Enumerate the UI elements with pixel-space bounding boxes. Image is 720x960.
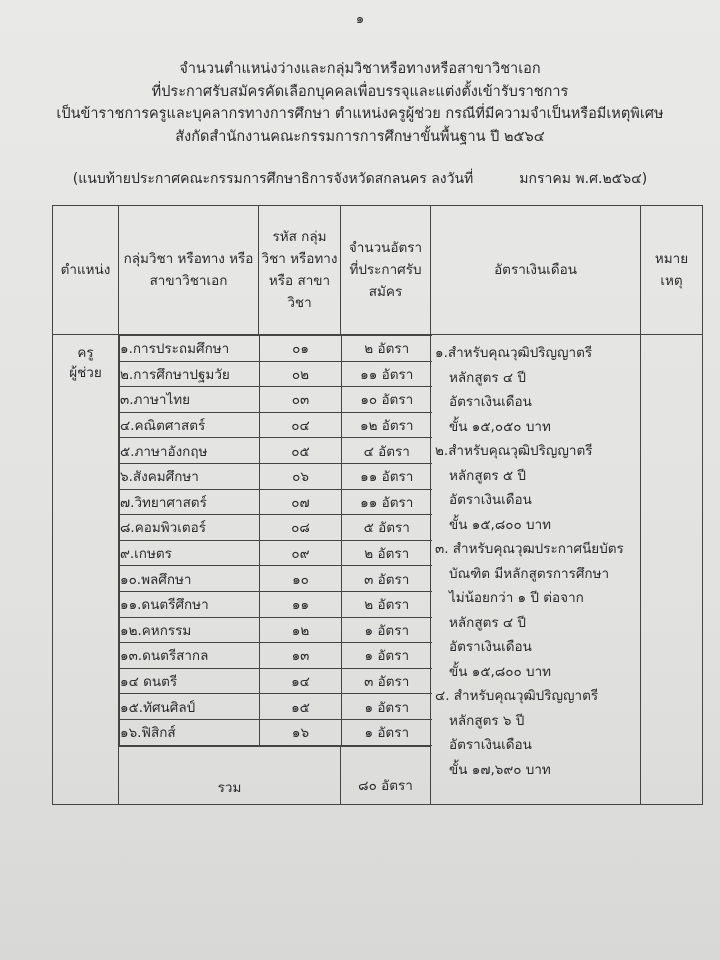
- header-count: จำนวนอัตรา ที่ประกาศรับ สมัคร: [341, 206, 431, 335]
- count-cell: ๓ อัตรา: [342, 668, 432, 694]
- table-row: [120, 719, 432, 745]
- count-cell: ๑ อัตรา: [342, 719, 432, 745]
- vacancy-table: [52, 205, 703, 805]
- code-cell: ๐๓: [260, 387, 342, 413]
- code-cell: ๐๖: [260, 463, 342, 489]
- salary-line: หลักสูตร ๔ ปี: [449, 369, 526, 386]
- code-cell: ๑๑: [260, 591, 342, 617]
- count-cell: ๑๑ อัตรา: [342, 463, 432, 489]
- salary-group-title: ๑.สำหรับคุณวุฒิปริญญาตรี: [435, 345, 593, 361]
- subject-cell: ๑.การประถมศึกษา: [120, 336, 260, 362]
- subject-cell: ๑๖.ฟิสิกส์: [120, 719, 260, 745]
- table-row: [120, 489, 432, 515]
- code-cell: ๐๘: [260, 515, 342, 541]
- heading-line: จำนวนตำแหน่งว่างและกลุ่มวิชาหรือทางหรือสาขาวิชาเอก: [179, 61, 541, 77]
- salary-group-title: ๒.สำหรับคุณวุฒิปริญญาตรี: [435, 443, 593, 459]
- salary-line: บัณฑิต มีหลักสูตรการศึกษา: [449, 565, 610, 582]
- count-cell: ๑๒ อัตรา: [342, 412, 432, 438]
- table-row: [120, 515, 432, 541]
- salary-line: ขั้น ๑๕,๐๕๐ บาท: [449, 418, 551, 435]
- salary-line: ขั้น ๑๗,๖๙๐ บาท: [449, 761, 551, 778]
- table-row: [120, 668, 432, 694]
- code-cell: ๐๙: [260, 540, 342, 566]
- code-cell: ๐๕: [260, 438, 342, 464]
- count-cell: ๒ อัตรา: [342, 336, 432, 362]
- page-number: ๑: [355, 12, 365, 27]
- salary-group: [435, 537, 640, 684]
- salary-line: อัตราเงินเดือน: [449, 394, 532, 410]
- remark-cell: [641, 335, 703, 805]
- table-row: [120, 566, 432, 592]
- salary-line: หลักสูตร ๔ ปี: [449, 614, 526, 631]
- salary-line: หลักสูตร ๖ ปี: [449, 712, 525, 729]
- subject-cell: ๕.ภาษาอังกฤษ: [120, 438, 260, 464]
- code-cell: ๐๒: [260, 361, 342, 387]
- header-salary: อัตราเงินเดือน: [431, 206, 641, 335]
- position-line: ครู: [77, 345, 94, 361]
- subject-list: [119, 335, 432, 746]
- salary-line: อัตราเงินเดือน: [449, 639, 532, 655]
- count-cell: ๑ อัตรา: [342, 694, 432, 720]
- table-row: [120, 617, 432, 643]
- total-value: ๘๐ อัตรา: [341, 747, 431, 805]
- count-cell: ๕ อัตรา: [342, 515, 432, 541]
- salary-group: [435, 341, 640, 439]
- code-cell: ๑๓: [260, 643, 342, 669]
- code-cell: ๑๕: [260, 694, 342, 720]
- subject-cell: ๖.สังคมศึกษา: [120, 463, 260, 489]
- code-cell: ๐๗: [260, 489, 342, 515]
- subject-cell: ๔.คณิตศาสตร์: [120, 412, 260, 438]
- count-cell: ๑๐ อัตรา: [342, 387, 432, 413]
- total-label: รวม: [119, 747, 341, 805]
- subject-cell: ๒.การศึกษาปฐมวัย: [120, 361, 260, 387]
- code-cell: ๑๖: [260, 719, 342, 745]
- subject-cell: ๑๑.ดนตรีศึกษา: [120, 591, 260, 617]
- salary-line: ขั้น ๑๕,๘๐๐ บาท: [449, 663, 552, 680]
- count-cell: ๑ อัตรา: [342, 617, 432, 643]
- code-cell: ๑๐: [260, 566, 342, 592]
- table-row: [120, 463, 432, 489]
- heading-line: สังกัดสำนักงานคณะกรรมการการศึกษาขั้นพื้นฐาน ปี ๒๕๖๔: [175, 128, 545, 145]
- table-row: [120, 438, 432, 464]
- annex-note-left: (แนบท้ายประกาศคณะกรรมการศึกษาธิการจังหวัดสกลนคร ลงวันที่: [72, 171, 474, 187]
- code-cell: ๐๑: [260, 336, 342, 362]
- count-cell: ๑๑ อัตรา: [342, 361, 432, 387]
- annex-note: [0, 168, 720, 190]
- count-cell: ๑ อัตรา: [342, 643, 432, 669]
- salary-line: อัตราเงินเดือน: [449, 492, 532, 508]
- subject-cell: ๑๕.ทัศนศิลป์: [120, 694, 260, 720]
- subject-list-cell: [119, 335, 431, 747]
- document-heading: [0, 58, 720, 148]
- annex-note-right: มกราคม พ.ศ.๒๕๖๔): [519, 171, 648, 187]
- count-cell: ๒ อัตรา: [342, 591, 432, 617]
- count-cell: ๑๑ อัตรา: [342, 489, 432, 515]
- count-cell: ๔ อัตรา: [342, 438, 432, 464]
- subject-cell: ๑๒.คหกรรม: [120, 617, 260, 643]
- salary-line: อัตราเงินเดือน: [449, 737, 532, 753]
- position-line: ผู้ช่วย: [69, 365, 102, 381]
- table-row: [120, 361, 432, 387]
- header-code: รหัส กลุ่มวิชา หรือทาง หรือ สาขาวิชา: [259, 206, 341, 335]
- salary-group-title: ๓. สำหรับคุณวุฒประกาศนียบัตร: [435, 541, 624, 557]
- salary-line: ไม่น้อยกว่า ๑ ปี ต่อจาก: [449, 590, 584, 606]
- code-cell: ๑๔: [260, 668, 342, 694]
- subject-cell: ๘.คอมพิวเตอร์: [120, 515, 260, 541]
- table-row: [120, 336, 432, 362]
- heading-line: ที่ประกาศรับสมัครคัดเลือกบุคคลเพื่อบรรจุและแต่งตั้งเข้ารับราชการ: [151, 83, 569, 100]
- subject-cell: ๑๓.ดนตรีสากล: [120, 643, 260, 669]
- subject-cell: ๑๔ ดนตรี: [120, 668, 260, 694]
- salary-group-title: ๔. สำหรับคุณวุฒิปริญญาตรี: [435, 688, 599, 704]
- salary-cell: [431, 335, 641, 805]
- code-cell: ๑๒: [260, 617, 342, 643]
- header-remark: หมาย เหตุ: [641, 206, 703, 335]
- count-cell: ๒ อัตรา: [342, 540, 432, 566]
- position-cell: [53, 335, 119, 805]
- subject-cell: ๑๐.พลศึกษา: [120, 566, 260, 592]
- salary-group: [435, 439, 640, 537]
- subject-cell: ๗.วิทยาศาสตร์: [120, 489, 260, 515]
- header-position: ตำแหน่ง: [53, 206, 119, 335]
- table-row: [120, 591, 432, 617]
- table-row: [120, 694, 432, 720]
- salary-line: หลักสูตร ๕ ปี: [449, 467, 526, 484]
- subject-cell: ๙.เกษตร: [120, 540, 260, 566]
- table-row: [120, 540, 432, 566]
- table-row: [120, 387, 432, 413]
- code-cell: ๐๔: [260, 412, 342, 438]
- table-row: [120, 412, 432, 438]
- table-row: [120, 643, 432, 669]
- salary-group: [435, 684, 640, 782]
- subject-cell: ๓.ภาษาไทย: [120, 387, 260, 413]
- header-subject-group: กลุ่มวิชา หรือทาง หรือสาขาวิชาเอก: [119, 206, 259, 335]
- heading-line: เป็นข้าราชการครูและบุคลากรทางการศึกษา ตำแหน่งครูผู้ช่วย กรณีที่มีความจำเป็นหรือมีเหตุพิเศษ: [56, 106, 664, 122]
- count-cell: ๓ อัตรา: [342, 566, 432, 592]
- salary-line: ขั้น ๑๕,๘๐๐ บาท: [449, 516, 552, 533]
